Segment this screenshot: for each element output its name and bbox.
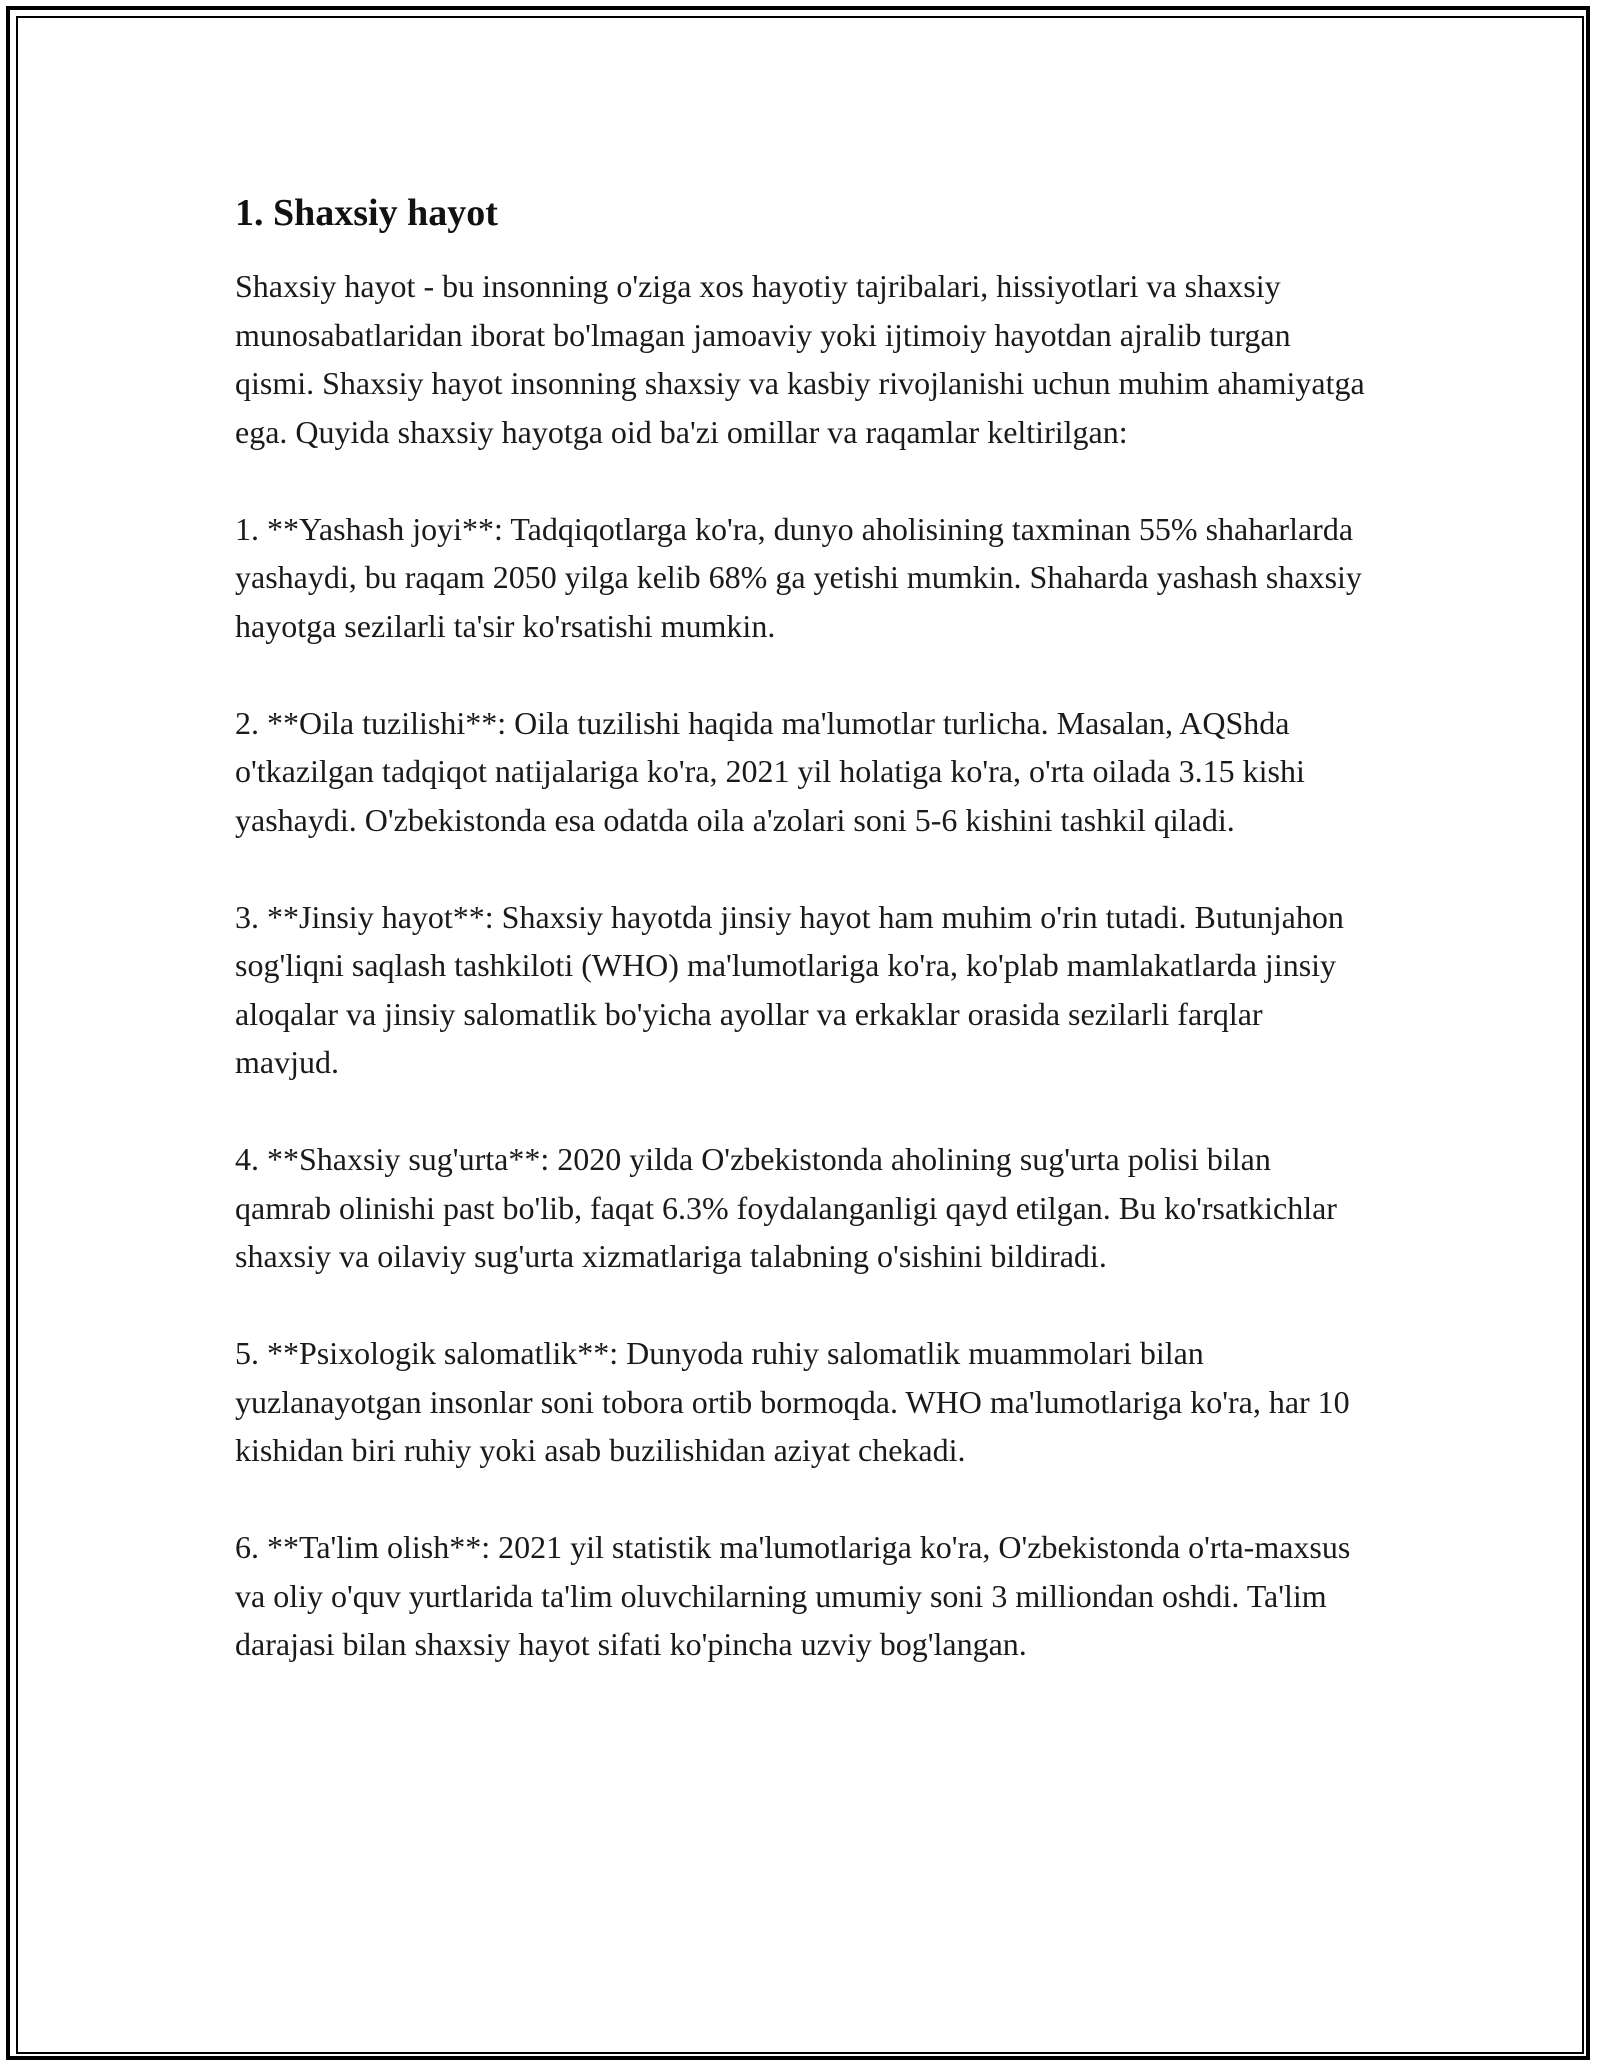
list-item-yashash-joyi: 1. **Yashash joyi**: Tadqiqotlarga ko'ra, dunyo aholisining taxminan 55% shaharlarda yashaydi, bu raqam 2050 yilga kelib 68% ga yetishi mumkin. Shaharda yashash shaxsiy hayotga sezilarli ta'sir ko'rsatishi mumkin. bbox=[235, 510, 1362, 644]
intro-paragraph: Shaxsiy hayot - bu insonning o'ziga xos hayotiy tajribalari, hissiyotlari va shaxsiy munosabatlaridan iborat bo'lmagan jamoaviy yoki ijtimoiy hayotdan ajralib turgan qismi. Shaxsiy hayot insonning shaxsiy va kasbiy rivojlanishi uchun muhim ahamiyatga ega. Quyida shaxsiy hayotga oid ba'zi omillar va raqamlar keltirilgan: bbox=[235, 268, 1365, 450]
section-title: 1. Shaxsiy hayot bbox=[235, 192, 498, 234]
list-item-talim-olish: 6. **Ta'lim olish**: 2021 yil statistik ma'lumotlariga ko'ra, O'zbekistonda o'rta-maxsus va oliy o'quv yurtlarida ta'lim oluvchilarning umumiy soni 3 milliondan oshdi. Ta'lim darajasi bilan shaxsiy hayot sifati ko'pincha uzviy bog'langan. bbox=[235, 1529, 1351, 1662]
list-item-oila-tuzilishi: 2. **Oila tuzilishi**: Oila tuzilishi haqida ma'lumotlar turlicha. Masalan, AQShda o'tkazilgan tadqiqot natijalariga ko'ra, 2021 yil holatiga ko'ra, o'rta oilada 3.15 kishi yashaydi. O'zbekistonda esa odatda oila a'zolari soni 5-6 kishini tashkil qiladi. bbox=[235, 704, 1305, 838]
list-item-psixologik-salomatlik: 5. **Psixologik salomatlik**: Dunyoda ruhiy salomatlik muammolari bilan yuzlanayotgan insonlar soni tobora ortib bormoqda. WHO ma'lumotlariga ko'ra, har 10 kishidan biri ruhiy yoki asab buzilishidan aziyat chekadi. bbox=[235, 1335, 1350, 1468]
list-item-jinsiy-hayot: 3. **Jinsiy hayot**: Shaxsiy hayotda jinsiy hayot ham muhim o'rin tutadi. Butunjahon sog'liqni saqlash tashkiloti (WHO) ma'lumotlariga ko'ra, ko'plab mamlakatlarda jinsiy aloqalar va jinsiy salomatlik bo'yicha ayollar va erkaklar orasida sezilarli farqlar mavjud. bbox=[235, 898, 1344, 1080]
list-item-shaxsiy-sugurta: 4. **Shaxsiy sug'urta**: 2020 yilda O'zbekistonda aholining sug'urta polisi bilan qamrab olinishi past bo'lib, faqat 6.3% foydalanganligi qayd etilgan. Bu ko'rsatkichlar shaxsiy va oilaviy sug'urta xizmatlariga talabning o'sishini bildiradi. bbox=[235, 1141, 1337, 1274]
document-body bbox=[235, 186, 1370, 1717]
